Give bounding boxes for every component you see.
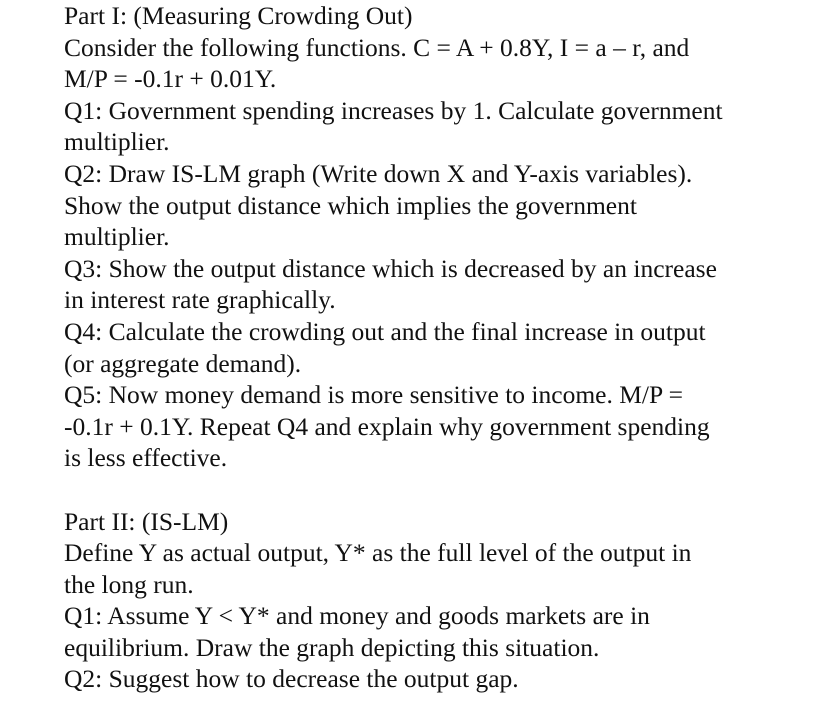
part-1-section xyxy=(64,0,824,474)
question-2-line-2: Show the output distance which implies the government xyxy=(64,190,637,220)
money-demand-line: M/P = -0.1r + 0.01Y. xyxy=(64,64,277,94)
part-2-question-1-line-1: Q1: Assume Y < Y* and money and goods markets are in xyxy=(64,601,650,631)
part-2-section xyxy=(64,506,824,696)
question-5-line-2: -0.1r + 0.1Y. Repeat Q4 and explain why government spending xyxy=(64,411,710,441)
question-3-line-1: Q3: Show the output distance which is decreased by an increase xyxy=(64,253,717,283)
question-5-line-1: Q5: Now money demand is more sensitive to income. M/P = xyxy=(64,380,683,410)
document-body xyxy=(64,0,824,695)
question-5-line-3: is less effective. xyxy=(64,443,228,473)
question-1-line-2: multiplier. xyxy=(64,127,170,157)
definition-line-1: Define Y as actual output, Y* as the full level of the output in xyxy=(64,538,692,568)
question-2-line-1: Q2: Draw IS-LM graph (Write down X and Y-axis variables). xyxy=(64,158,693,188)
part-2-question-2-line-1: Q2: Suggest how to decrease the output gap. xyxy=(64,664,519,694)
part-1-title: Part I: (Measuring Crowding Out) xyxy=(64,1,413,30)
question-4-line-2: (or aggregate demand). xyxy=(64,348,302,378)
part-2-title: Part II: (IS-LM) xyxy=(64,506,229,536)
question-3-line-2: in interest rate graphically. xyxy=(64,285,336,315)
section-spacer xyxy=(64,474,824,506)
functions-line: Consider the following functions. C = A + 0.8Y, I = a – r, and xyxy=(64,32,690,62)
question-2-line-3: multiplier. xyxy=(64,222,170,252)
question-1-line-1: Q1: Government spending increases by 1. Calculate government xyxy=(64,95,723,125)
part-2-question-1-line-2: equilibrium. Draw the graph depicting this situation. xyxy=(64,632,600,662)
question-4-line-1: Q4: Calculate the crowding out and the final increase in output xyxy=(64,316,706,346)
definition-line-2: the long run. xyxy=(64,569,194,599)
